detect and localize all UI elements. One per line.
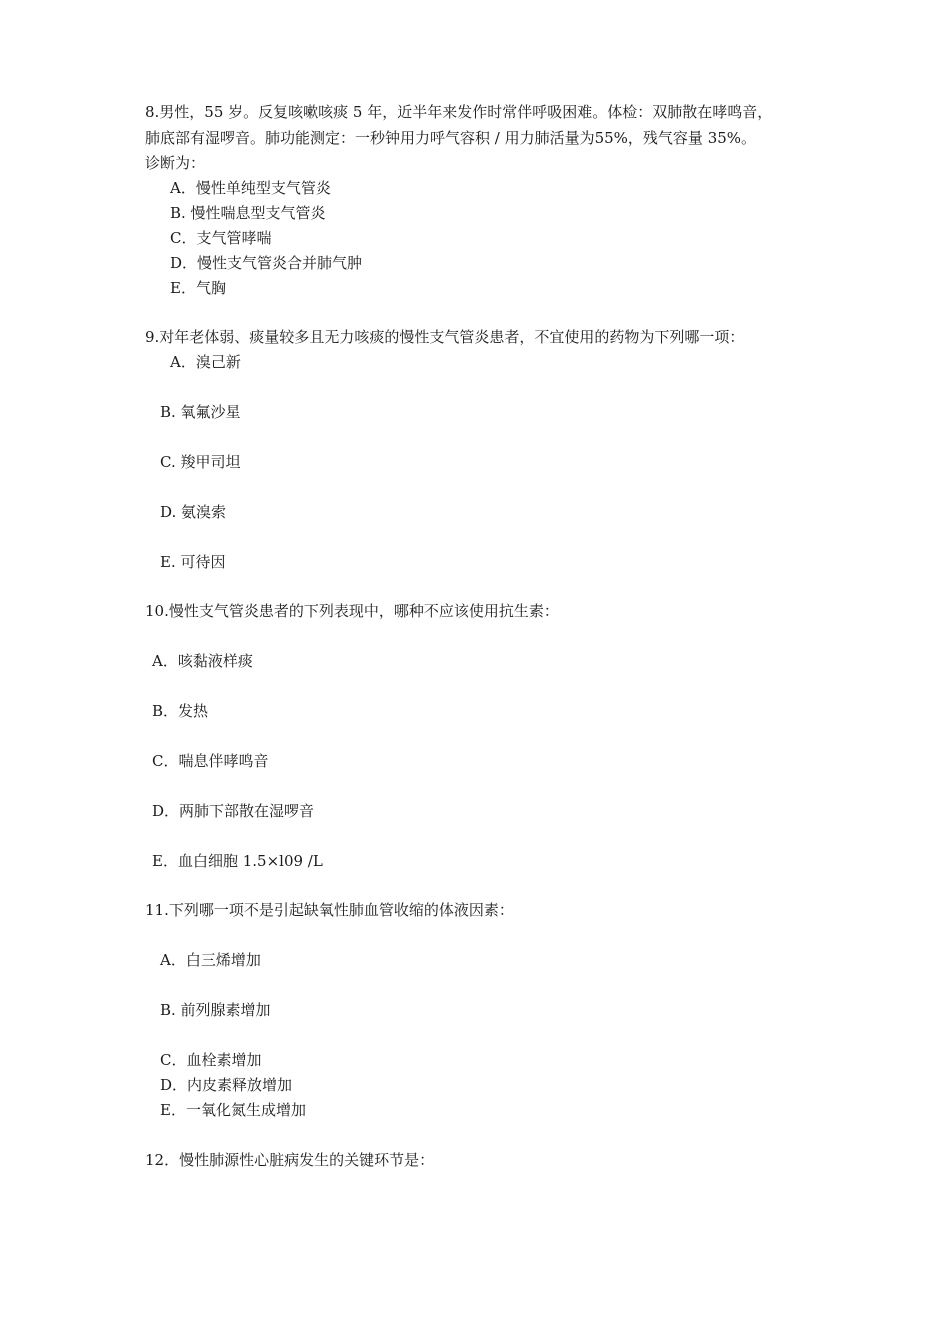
q10-option-e: E．血白细胞 1.5×l09 /L: [152, 852, 323, 870]
q11-option-d: D．内皮素释放增加: [160, 1076, 293, 1094]
q11-option-c: C．血栓素增加: [160, 1051, 262, 1069]
q10-option-c: C．喘息伴哮鸣音: [152, 752, 269, 770]
q10-option-d: D．两肺下部散在湿啰音: [152, 802, 315, 820]
q9-option-a: A．溴己新: [170, 353, 241, 371]
q8-option-c: C．支气管哮喘: [170, 229, 272, 247]
q11-option-b: B. 前列腺素增加: [160, 1001, 271, 1019]
q8-option-d: D．慢性支气管炎合并肺气肿: [170, 254, 363, 272]
q9-option-e: E. 可待因: [160, 553, 226, 571]
q8-stem-line-1: 8.男性，55 岁。反复咳嗽咳痰 5 年，近半年来发作时常伴呼吸困难。体检：双肺散在哮鸣音，: [145, 103, 773, 121]
q12-stem: 12．慢性肺源性心脏病发生的关键环节是：: [145, 1151, 435, 1169]
q8-option-e: E．气胸: [170, 279, 226, 297]
q9-option-d: D. 氨溴索: [160, 503, 227, 521]
q9-option-c: C. 羧甲司坦: [160, 453, 241, 471]
q11-option-e: E．一氧化氮生成增加: [160, 1101, 306, 1119]
q8-stem-line-3: 诊断为：: [145, 154, 206, 172]
q11-stem: 11.下列哪一项不是引起缺氧性肺血管收缩的体液因素：: [145, 901, 514, 919]
q9-stem: 9.对年老体弱、痰量较多且无力咳痰的慢性支气管炎患者，不宜使用的药物为下列哪一项：: [145, 328, 745, 346]
q10-option-b: B．发热: [152, 702, 209, 720]
q10-option-a: A．咳黏液样痰: [152, 652, 253, 670]
q11-option-a: A．白三烯增加: [160, 951, 261, 969]
q8-option-a: A．慢性单纯型支气管炎: [170, 179, 331, 197]
q8-stem-line-2: 肺底部有湿啰音。肺功能测定：一秒钟用力呼气容积 / 用力肺活量为55%，残气容量 35%。: [145, 129, 757, 147]
q8-option-b: B. 慢性喘息型支气管炎: [170, 204, 326, 222]
q10-stem: 10.慢性支气管炎患者的下列表现中，哪种不应该使用抗生素：: [145, 602, 559, 620]
q9-option-b: B. 氧氟沙星: [160, 403, 241, 421]
